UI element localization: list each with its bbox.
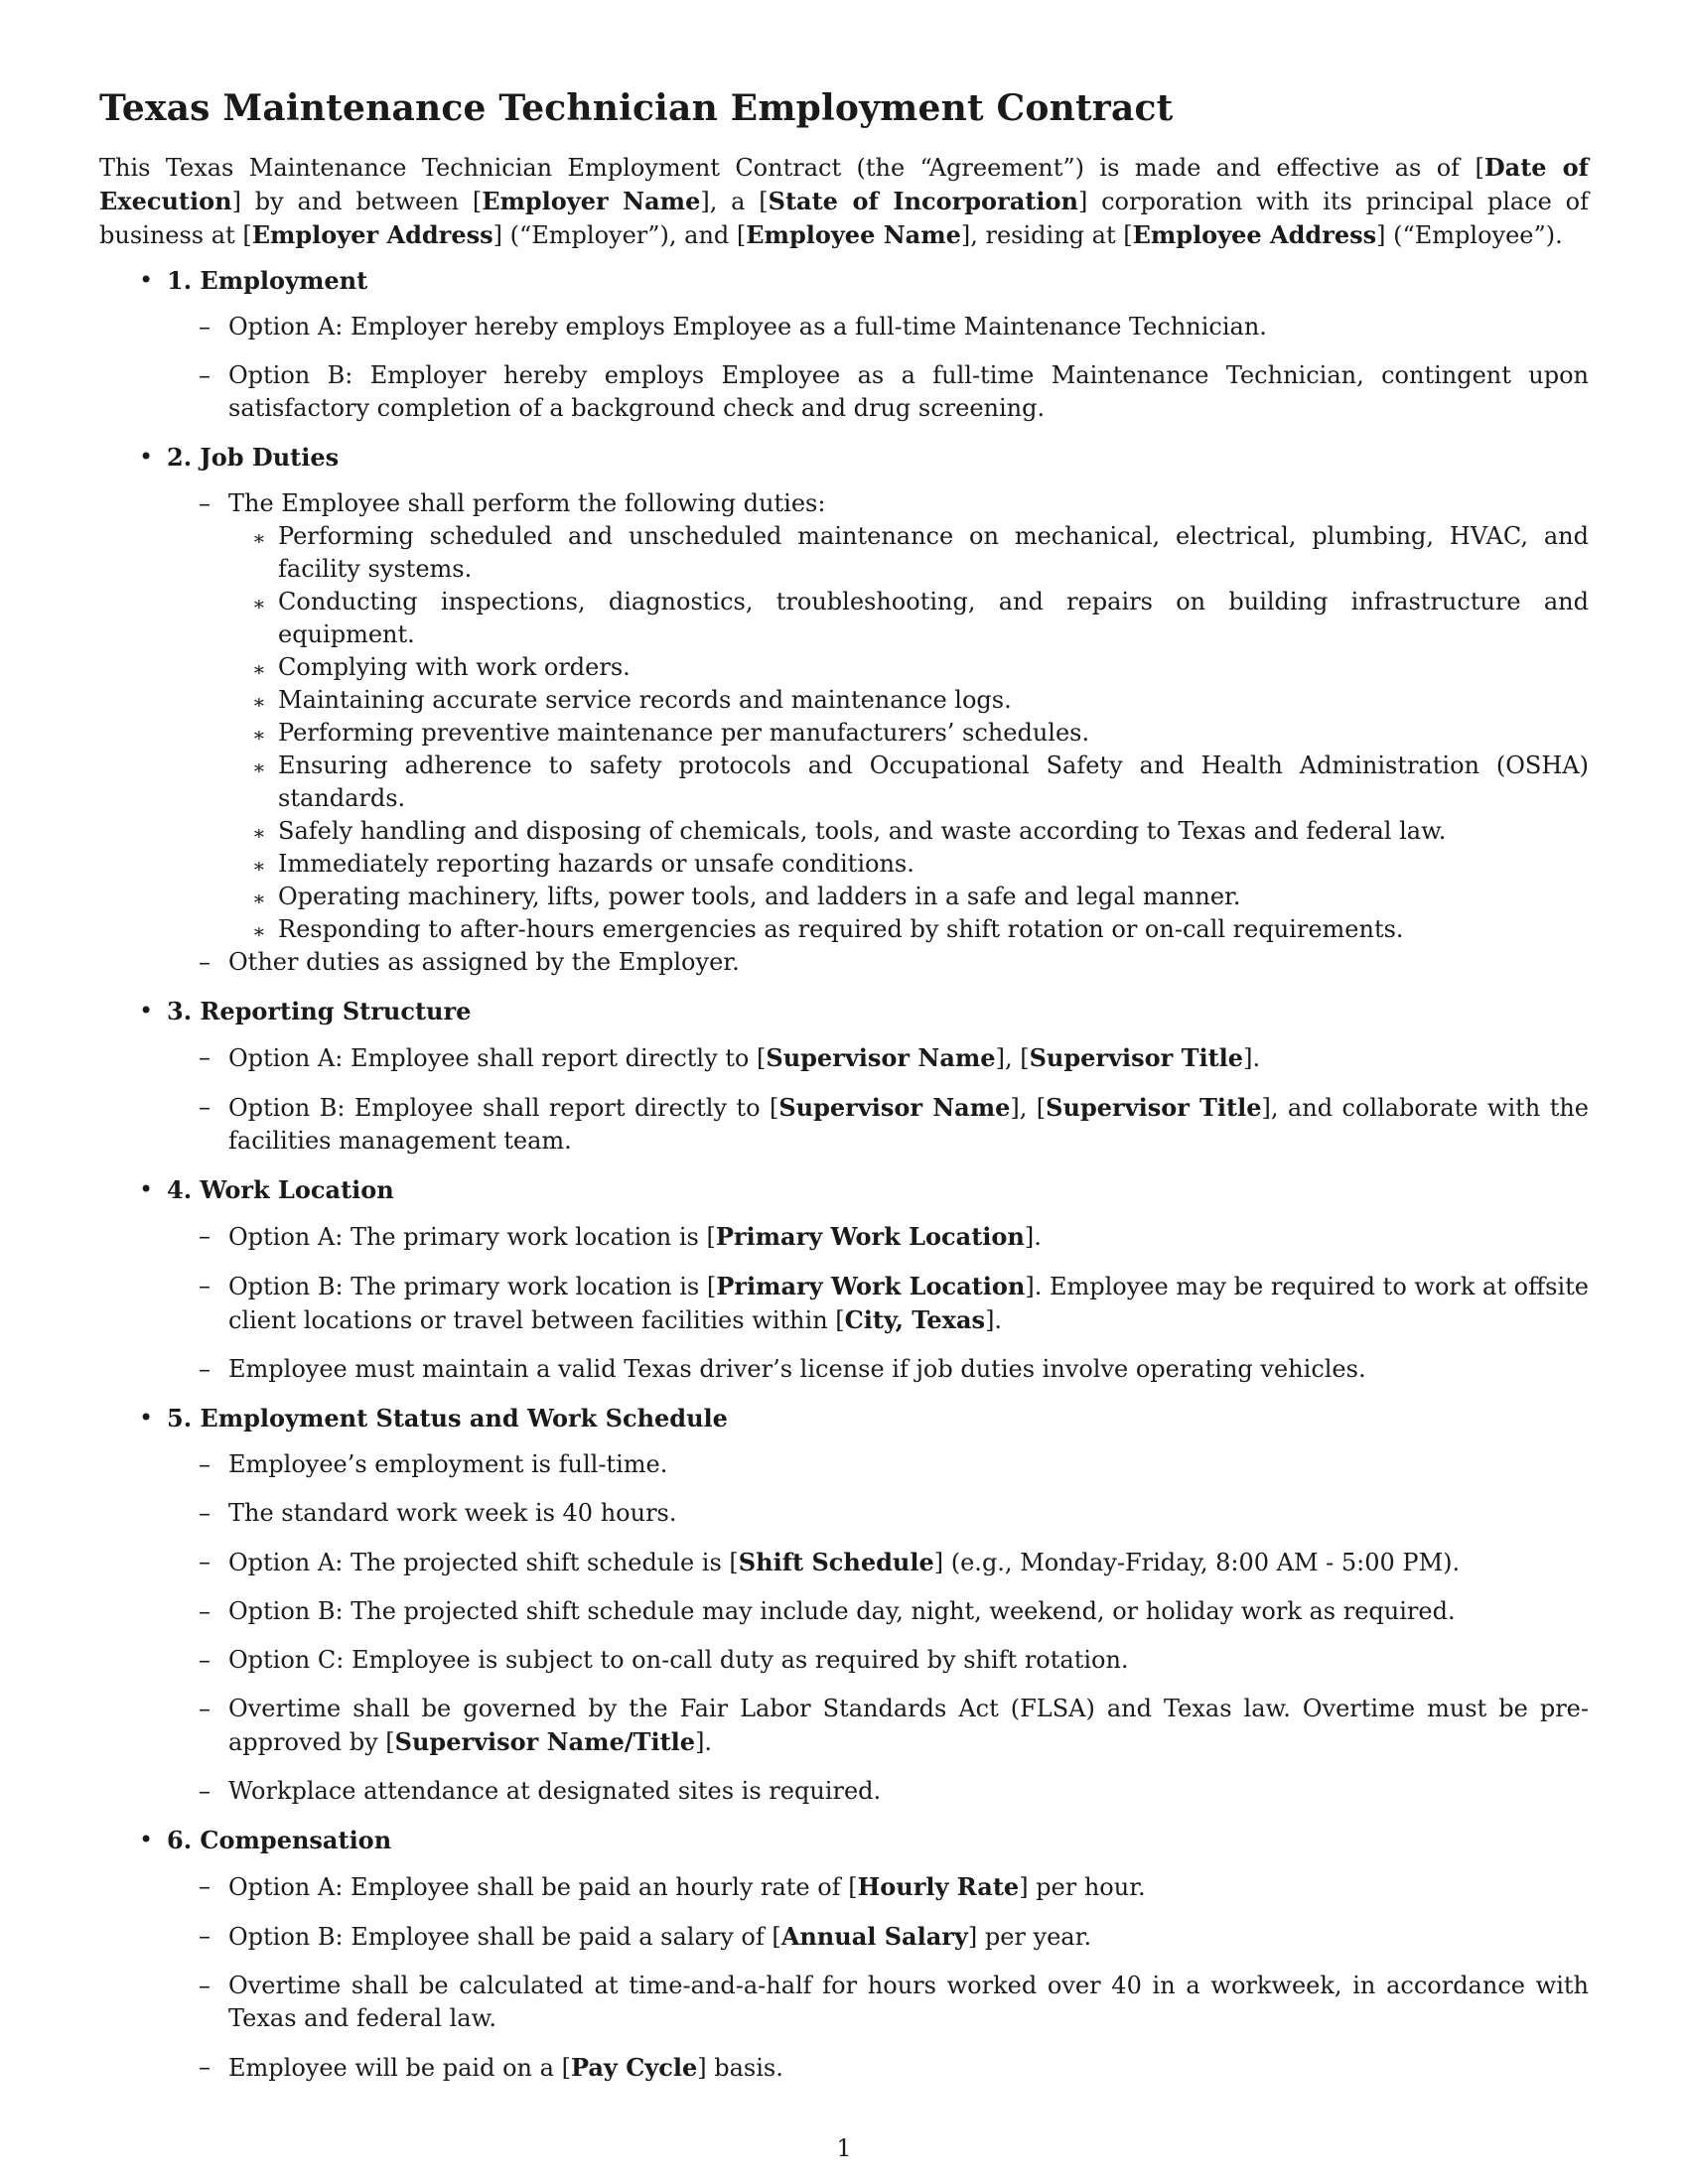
page-number: 1 bbox=[836, 2134, 852, 2162]
dash-icon: – bbox=[199, 948, 211, 976]
item-text: Option A: Employee shall be paid an hourly rate of [ bbox=[228, 1873, 858, 1901]
placeholder-employee-address: Employee Address bbox=[1132, 220, 1377, 249]
placeholder-employer-name: Employer Name bbox=[482, 187, 701, 215]
dash-icon: – bbox=[199, 1646, 211, 1674]
item-text: Employee’s employment is full-time. bbox=[228, 1450, 668, 1478]
section-items bbox=[167, 1220, 1589, 1386]
duty-item bbox=[228, 913, 1589, 946]
duty-text: Responding to after-hours emergencies as required by shift rotation or on-call requirements. bbox=[278, 915, 1404, 943]
item-text: Option B: Employee shall report directly to [ bbox=[228, 1094, 779, 1122]
section-title: 5. Employment Status and Work Schedule bbox=[167, 1404, 728, 1433]
item-text: Option A: The projected shift schedule is [ bbox=[228, 1549, 739, 1576]
list-item bbox=[167, 1970, 1589, 2035]
duty-text: Conducting inspections, diagnostics, troubleshooting, and repairs on building infrastructure and equipment. bbox=[278, 588, 1589, 648]
placeholder-hourly-rate: Hourly Rate bbox=[857, 1872, 1020, 1901]
section-title: 6. Compensation bbox=[167, 1826, 392, 1854]
duty-text: Ensuring adherence to safety protocols and Occupational Safety and Health Administration (OSHA) standards. bbox=[278, 751, 1589, 812]
dash-icon: – bbox=[199, 361, 211, 389]
item-text: ]. bbox=[985, 1306, 1003, 1334]
item-text: ], [ bbox=[995, 1044, 1030, 1072]
item-text: Employee must maintain a valid Texas driver’s license if job duties involve operating vehicles. bbox=[228, 1355, 1366, 1383]
list-item bbox=[167, 1644, 1589, 1677]
duty-text: Performing scheduled and unscheduled maintenance on mechanical, electrical, plumbing, HVAC, and facility systems. bbox=[278, 522, 1589, 583]
item-text: ], and collaborate with the facilities management team. bbox=[228, 1094, 1589, 1155]
intro-text: ] (“Employer”), and [ bbox=[492, 221, 747, 249]
intro-text: ] corporation with its principal place of business at [ bbox=[99, 188, 1590, 249]
duties-list bbox=[228, 520, 1589, 946]
list-item bbox=[167, 1595, 1589, 1628]
section-work-location bbox=[99, 1173, 1589, 1386]
placeholder-employee-name: Employee Name bbox=[746, 220, 961, 249]
placeholder-shift-schedule: Shift Schedule bbox=[738, 1548, 934, 1576]
item-text: Option A: Employer hereby employs Employee as a full-time Maintenance Technician. bbox=[228, 313, 1267, 341]
item-text: Option C: Employee is subject to on-call duty as required by shift rotation. bbox=[228, 1646, 1129, 1674]
item-text: Option B: The primary work location is [ bbox=[228, 1273, 717, 1300]
section-title: 3. Reporting Structure bbox=[167, 997, 472, 1025]
bullet-icon: • bbox=[139, 1404, 154, 1432]
dash-icon: – bbox=[199, 1695, 211, 1722]
intro-text: ], residing at [ bbox=[960, 221, 1133, 249]
duty-item bbox=[228, 684, 1589, 717]
placeholder-primary-work-location: Primary Work Location bbox=[716, 1272, 1026, 1300]
duty-text: Safely handling and disposing of chemicals, tools, and waste according to Texas and federal law. bbox=[278, 817, 1447, 845]
duty-item bbox=[228, 717, 1589, 750]
placeholder-supervisor-name: Supervisor Name bbox=[766, 1043, 996, 1072]
section-items bbox=[167, 311, 1589, 425]
list-item bbox=[167, 1870, 1589, 1904]
item-text: Option A: Employee shall report directly to [ bbox=[228, 1044, 767, 1072]
list-item bbox=[167, 2051, 1589, 2085]
section-reporting-structure bbox=[99, 995, 1589, 1158]
placeholder-city-texas: City, Texas bbox=[844, 1305, 986, 1334]
placeholder-supervisor-title: Supervisor Title bbox=[1029, 1043, 1244, 1072]
intro-text: ] (“Employee”). bbox=[1376, 221, 1563, 249]
item-text: The Employee shall perform the following duties: bbox=[228, 489, 826, 517]
section-items bbox=[167, 487, 1589, 979]
list-item bbox=[167, 1693, 1589, 1759]
section-compensation bbox=[99, 1824, 1589, 2085]
intro-text: ] by and between [ bbox=[231, 188, 483, 215]
placeholder-supervisor-name: Supervisor Name bbox=[778, 1093, 1011, 1122]
duty-text: Complying with work orders. bbox=[278, 653, 631, 681]
section-job-duties bbox=[99, 441, 1589, 979]
item-text: ] per hour. bbox=[1019, 1873, 1146, 1901]
placeholder-supervisor-title: Supervisor Title bbox=[1046, 1093, 1262, 1122]
list-item bbox=[167, 487, 1589, 946]
list-item bbox=[167, 1270, 1589, 1337]
asterisk-icon: ∗ bbox=[252, 919, 266, 943]
bullet-icon: • bbox=[139, 1175, 154, 1203]
list-item bbox=[167, 1546, 1589, 1579]
dash-icon: – bbox=[199, 1972, 211, 1999]
duty-item bbox=[228, 815, 1589, 848]
item-text: Employee will be paid on a [ bbox=[228, 2054, 571, 2082]
asterisk-icon: ∗ bbox=[252, 526, 266, 550]
item-text: Option B: Employee shall be paid a salary of [ bbox=[228, 1923, 781, 1951]
item-text: ]. bbox=[695, 1728, 713, 1756]
placeholder-date-of-execution: Date of Execution bbox=[99, 153, 1589, 215]
dash-icon: – bbox=[199, 1093, 211, 1121]
dash-icon: – bbox=[199, 1777, 211, 1805]
list-item bbox=[167, 1353, 1589, 1386]
section-employment bbox=[99, 264, 1589, 425]
item-text: ] per year. bbox=[967, 1923, 1092, 1951]
list-item bbox=[167, 1091, 1589, 1158]
asterisk-icon: ∗ bbox=[252, 690, 266, 714]
dash-icon: – bbox=[199, 1872, 211, 1900]
section-items bbox=[167, 1448, 1589, 1808]
asterisk-icon: ∗ bbox=[252, 592, 266, 615]
bullet-icon: • bbox=[139, 266, 154, 294]
section-title: 4. Work Location bbox=[167, 1175, 394, 1204]
duty-text: Performing preventive maintenance per manufacturers’ schedules. bbox=[278, 719, 1090, 747]
placeholder-employer-address: Employer Address bbox=[251, 220, 493, 249]
dash-icon: – bbox=[199, 489, 211, 517]
list-item bbox=[167, 946, 1589, 979]
dash-icon: – bbox=[199, 1450, 211, 1478]
duty-item bbox=[228, 848, 1589, 881]
dash-icon: – bbox=[199, 1272, 211, 1299]
dash-icon: – bbox=[199, 1499, 211, 1527]
dash-icon: – bbox=[199, 1597, 211, 1625]
document-title: Texas Maintenance Technician Employment Contract bbox=[99, 87, 1174, 129]
dash-icon: – bbox=[199, 1922, 211, 1950]
intro-text: ], a [ bbox=[700, 188, 769, 215]
list-item bbox=[167, 1041, 1589, 1075]
item-text: ], [ bbox=[1010, 1094, 1047, 1122]
item-text: Option B: The projected shift schedule may include day, night, weekend, or holiday work as required. bbox=[228, 1597, 1456, 1625]
duty-text: Immediately reporting hazards or unsafe conditions. bbox=[278, 850, 914, 878]
item-text: ]. Employee may be required to work at offsite client locations or travel between facilities within [ bbox=[228, 1273, 1589, 1334]
dash-icon: – bbox=[199, 1355, 211, 1383]
item-text: Overtime shall be calculated at time-and-a-half for hours worked over 40 in a workweek, in accordance with Texas and federal law. bbox=[228, 1972, 1589, 2032]
duty-item bbox=[228, 651, 1589, 684]
item-text: The standard work week is 40 hours. bbox=[228, 1499, 677, 1527]
section-employment-status bbox=[99, 1402, 1589, 1808]
item-text: Other duties as assigned by the Employer. bbox=[228, 948, 740, 976]
list-item bbox=[167, 1497, 1589, 1530]
section-title: 2. Job Duties bbox=[167, 443, 340, 472]
asterisk-icon: ∗ bbox=[252, 821, 266, 845]
asterisk-icon: ∗ bbox=[252, 854, 266, 878]
placeholder-supervisor-name-title: Supervisor Name/Title bbox=[394, 1727, 696, 1756]
duty-item bbox=[228, 881, 1589, 913]
duty-item bbox=[228, 586, 1589, 651]
bullet-icon: • bbox=[139, 997, 154, 1024]
section-items bbox=[167, 1041, 1589, 1158]
intro-text: This Texas Maintenance Technician Employment Contract (the “Agreement”) is made and effective as of [ bbox=[99, 154, 1484, 182]
dash-icon: – bbox=[199, 1222, 211, 1250]
placeholder-pay-cycle: Pay Cycle bbox=[570, 2053, 698, 2082]
dash-icon: – bbox=[199, 313, 211, 341]
duty-text: Maintaining accurate service records and maintenance logs. bbox=[278, 686, 1012, 714]
document-page bbox=[99, 87, 1589, 2101]
section-title: 1. Employment bbox=[167, 266, 368, 295]
item-text: Overtime shall be governed by the Fair Labor Standards Act (FLSA) and Texas law. Overtime must be pre-approved by [ bbox=[228, 1695, 1589, 1756]
section-items bbox=[167, 1870, 1589, 2085]
duty-item bbox=[228, 750, 1589, 815]
dash-icon: – bbox=[199, 2053, 211, 2081]
sections-list bbox=[99, 264, 1589, 2085]
item-text: Option B: Employer hereby employs Employee as a full-time Maintenance Technician, contingent upon satisfactory completion of a background check and drug screening. bbox=[228, 361, 1589, 422]
dash-icon: – bbox=[199, 1548, 211, 1575]
list-item bbox=[167, 359, 1589, 425]
duty-item bbox=[228, 520, 1589, 586]
item-text: ]. bbox=[1024, 1223, 1042, 1251]
item-text: ] (e.g., Monday-Friday, 8:00 AM - 5:00 PM). bbox=[933, 1549, 1461, 1576]
list-item bbox=[167, 1220, 1589, 1254]
bullet-icon: • bbox=[139, 1826, 154, 1853]
list-item bbox=[167, 1920, 1589, 1954]
placeholder-primary-work-location: Primary Work Location bbox=[715, 1222, 1025, 1251]
asterisk-icon: ∗ bbox=[252, 887, 266, 910]
list-item bbox=[167, 1448, 1589, 1481]
item-text: ] basis. bbox=[697, 2054, 783, 2082]
item-text: Option A: The primary work location is [ bbox=[228, 1223, 716, 1251]
dash-icon: – bbox=[199, 1043, 211, 1071]
asterisk-icon: ∗ bbox=[252, 657, 266, 681]
asterisk-icon: ∗ bbox=[252, 755, 266, 779]
duty-text: Operating machinery, lifts, power tools, and ladders in a safe and legal manner. bbox=[278, 883, 1241, 910]
list-item bbox=[167, 1775, 1589, 1808]
asterisk-icon: ∗ bbox=[252, 723, 266, 747]
list-item bbox=[167, 311, 1589, 343]
intro-paragraph bbox=[99, 151, 1589, 252]
item-text: Workplace attendance at designated sites is required. bbox=[228, 1777, 882, 1805]
placeholder-state-of-incorporation: State of Incorporation bbox=[768, 187, 1078, 215]
item-text: ]. bbox=[1243, 1044, 1261, 1072]
bullet-icon: • bbox=[139, 443, 154, 471]
placeholder-annual-salary: Annual Salary bbox=[780, 1922, 968, 1951]
